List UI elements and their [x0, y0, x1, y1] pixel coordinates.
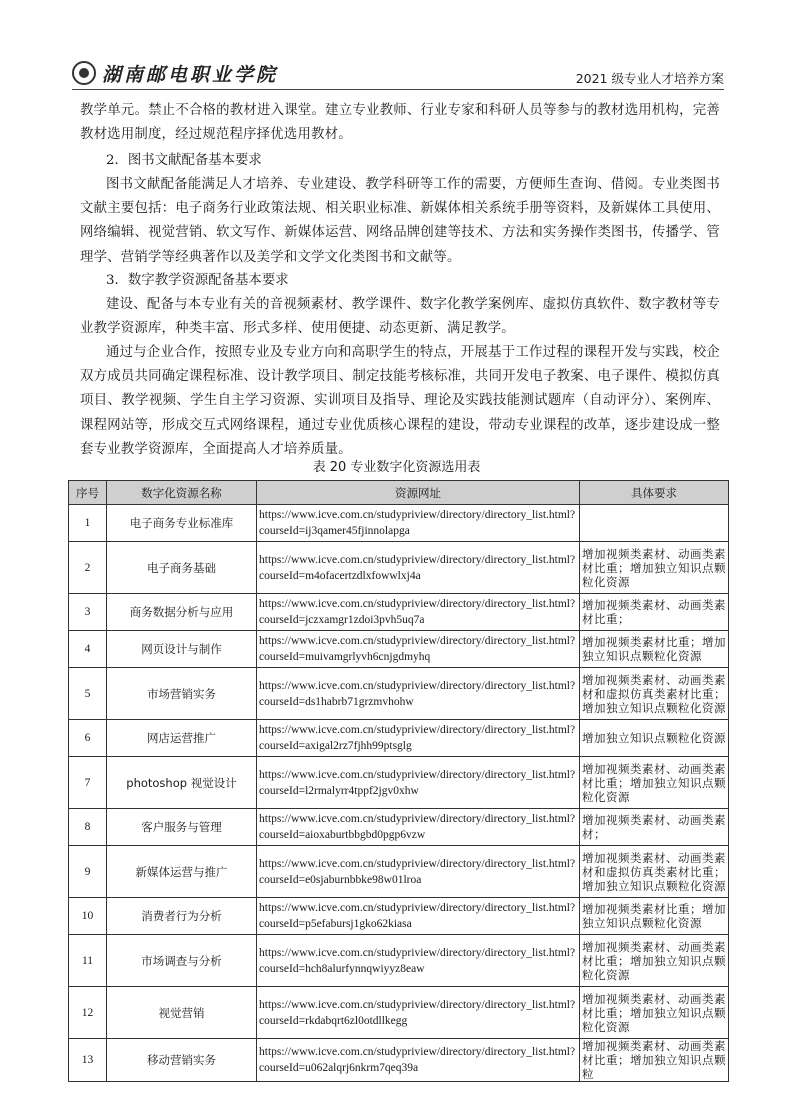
row-number: 6 [69, 720, 107, 757]
table-row [69, 935, 729, 987]
resource-url[interactable]: https://www.icve.com.cn/studypriview/directory/directory_list.html?courseId=aioxaburtbbgbd0pgp6vzw [257, 809, 580, 846]
resource-requirement: 增加视频类素材、动画类素材比重；增加独立知识点颗粒化资源 [580, 935, 729, 987]
resource-requirement [580, 505, 729, 542]
resource-url[interactable]: https://www.icve.com.cn/studypriview/directory/directory_list.html?courseId=ds1habrb71grzmvhohw [257, 668, 580, 720]
column-header: 序号 [69, 481, 107, 505]
resource-requirement: 增加视频类素材、动画类素材比重； [580, 594, 729, 631]
row-number: 11 [69, 935, 107, 987]
row-number: 4 [69, 631, 107, 668]
table-row [69, 505, 729, 542]
resource-url[interactable]: https://www.icve.com.cn/studypriview/directory/directory_list.html?courseId=p5efabursj1gko62kiasa [257, 898, 580, 935]
header-divider [72, 89, 724, 90]
resource-name: 网页设计与制作 [107, 631, 257, 668]
resource-name: 视觉营销 [107, 987, 257, 1039]
resource-url[interactable]: https://www.icve.com.cn/studypriview/directory/directory_list.html?courseId=axigal2rz7fjhh99ptsglg [257, 720, 580, 757]
resource-requirement: 增加视频类素材、动画类素材比重；增加独立知识点颗粒 [580, 1039, 729, 1082]
resource-requirement: 增加视频类素材、动画类素材和虚拟仿真类素材比重；增加独立知识点颗粒化资源 [580, 846, 729, 898]
resource-name: 消费者行为分析 [107, 898, 257, 935]
resource-url[interactable]: https://www.icve.com.cn/studypriview/directory/directory_list.html?courseId=l2rmalyrr4tppf2jgv0xhw [257, 757, 580, 809]
column-header: 资源网址 [257, 481, 580, 505]
paragraph-textbook-selection: 教学单元。禁止不合格的教材进入课堂。建立专业教师、行业专家和科研人员等参与的教材选用机构，完善教材选用制度，经过规范程序择优选用教材。 [80, 103, 720, 143]
paragraph-digital-resources: 建设、配备与本专业有关的音视频素材、教学课件、数字化教学案例库、虚拟仿真软件、数字教材等专业教学资源库，种类丰富、形式多样、使用便捷、动态更新、满足教学。 [80, 297, 720, 337]
resource-url[interactable]: https://www.icve.com.cn/studypriview/directory/directory_list.html?courseId=e0sjaburnbbke98w01lroa [257, 846, 580, 898]
paragraph-enterprise-cooperation: 通过与企业合作，按照专业及专业方向和高职学生的特点，开展基于工作过程的课程开发与实践，校企双方成员共同确定课程标准、设计教学项目、制定技能考核标准，共同开发电子教案、电子课件、模拟仿真项目、教学视频、学生自主学习资源、实训项目及指导、理论及实践技能测试题库（自动评分）、案例库、课程网站等，形成交互式网络课程，通过专业优质核心课程的建设，带动专业课程的改革，逐步建设成一整套专业教学资源库，全面提高人才培养质量。 [80, 345, 720, 457]
row-number: 3 [69, 594, 107, 631]
resource-name: 市场调查与分析 [107, 935, 257, 987]
school-name: 湖南邮电职业学院 [102, 64, 279, 86]
table-row [69, 809, 729, 846]
row-number: 10 [69, 898, 107, 935]
table-row [69, 720, 729, 757]
digital-resources-table [68, 480, 729, 1082]
resource-name: 电子商务专业标准库 [107, 505, 257, 542]
table-row [69, 898, 729, 935]
resource-url[interactable]: https://www.icve.com.cn/studypriview/directory/directory_list.html?courseId=rkdabqrt6zl0otdllkegg [257, 987, 580, 1039]
paragraph-library: 图书文献配备能满足人才培养、专业建设、教学科研等工作的需要，方便师生查询、借阅。专业类图书文献主要包括：电子商务行业政策法规、相关职业标准、新媒体相关系统手册等资料，及新媒体工具使用、网络编辑、视觉营销、软文写作、新媒体运营、网络品牌创建等技术、方法和实务操作类图书，传播学、管理学、营销学等经典著作以及美学和文学文化类图书和文献等。 [80, 177, 720, 265]
table-row [69, 631, 729, 668]
row-number: 13 [69, 1039, 107, 1082]
resource-requirement: 增加视频类素材、动画类素材和虚拟仿真类素材比重；增加独立知识点颗粒化资源 [580, 668, 729, 720]
resource-name: 新媒体运营与推广 [107, 846, 257, 898]
table-header-row [69, 481, 729, 505]
page-header [72, 58, 724, 94]
table-caption: 表 20 专业数字化资源选用表 [312, 460, 481, 475]
row-number: 12 [69, 987, 107, 1039]
school-logo [72, 60, 278, 87]
resource-url[interactable]: https://www.icve.com.cn/studypriview/directory/directory_list.html?courseId=m4ofacertzdlxfowwlxj4a [257, 542, 580, 594]
resource-name: 网店运营推广 [107, 720, 257, 757]
table-row [69, 846, 729, 898]
resource-requirement: 增加视频类素材、动画类素材比重；增加独立知识点颗粒化资源 [580, 987, 729, 1039]
row-number: 8 [69, 809, 107, 846]
resource-requirement: 增加视频类素材、动画类素材比重；增加独立知识点颗粒化资源 [580, 757, 729, 809]
table-row [69, 1039, 729, 1082]
table-row [69, 542, 729, 594]
resource-requirement: 增加视频类素材、动画类素材比重；增加独立知识点颗粒化资源 [580, 542, 729, 594]
column-header: 数字化资源名称 [107, 481, 257, 505]
row-number: 7 [69, 757, 107, 809]
resource-name: 市场营销实务 [107, 668, 257, 720]
school-seal-icon [72, 61, 96, 85]
heading-library-requirements: 2．图书文献配备基本要求 [106, 153, 262, 168]
resource-name: 电子商务基础 [107, 542, 257, 594]
resource-name: 商务数据分析与应用 [107, 594, 257, 631]
resource-requirement: 增加视频类素材比重；增加独立知识点颗粒化资源 [580, 631, 729, 668]
row-number: 9 [69, 846, 107, 898]
column-header: 具体要求 [580, 481, 729, 505]
table-row [69, 757, 729, 809]
table-row [69, 668, 729, 720]
resource-url[interactable]: https://www.icve.com.cn/studypriview/directory/directory_list.html?courseId=u062alqrj6nkrm7qeq39a [257, 1039, 580, 1082]
resource-name: photoshop 视觉设计 [107, 757, 257, 809]
resource-url[interactable]: https://www.icve.com.cn/studypriview/directory/directory_list.html?courseId=ij3qamer45fjinnolapga [257, 505, 580, 542]
row-number: 5 [69, 668, 107, 720]
table-row [69, 987, 729, 1039]
resource-url[interactable]: https://www.icve.com.cn/studypriview/directory/directory_list.html?courseId=jczxamgr1zdoi3pvh5uq7a [257, 594, 580, 631]
resource-url[interactable]: https://www.icve.com.cn/studypriview/directory/directory_list.html?courseId=muivamgrlyvh6cnjgdmyhq [257, 631, 580, 668]
resource-name: 客户服务与管理 [107, 809, 257, 846]
resource-requirement: 增加视频类素材、动画类素材； [580, 809, 729, 846]
document-title: 2021 级专业人才培养方案 [575, 71, 724, 86]
heading-digital-resources: 3．数字教学资源配备基本要求 [106, 273, 289, 288]
resource-requirement: 增加独立知识点颗粒化资源 [580, 720, 729, 757]
resource-requirement: 增加视频类素材比重；增加独立知识点颗粒化资源 [580, 898, 729, 935]
row-number: 1 [69, 505, 107, 542]
row-number: 2 [69, 542, 107, 594]
resource-name: 移动营销实务 [107, 1039, 257, 1082]
table-row [69, 594, 729, 631]
resource-url[interactable]: https://www.icve.com.cn/studypriview/directory/directory_list.html?courseId=hch8alurfynnqwiyyz8eaw [257, 935, 580, 987]
